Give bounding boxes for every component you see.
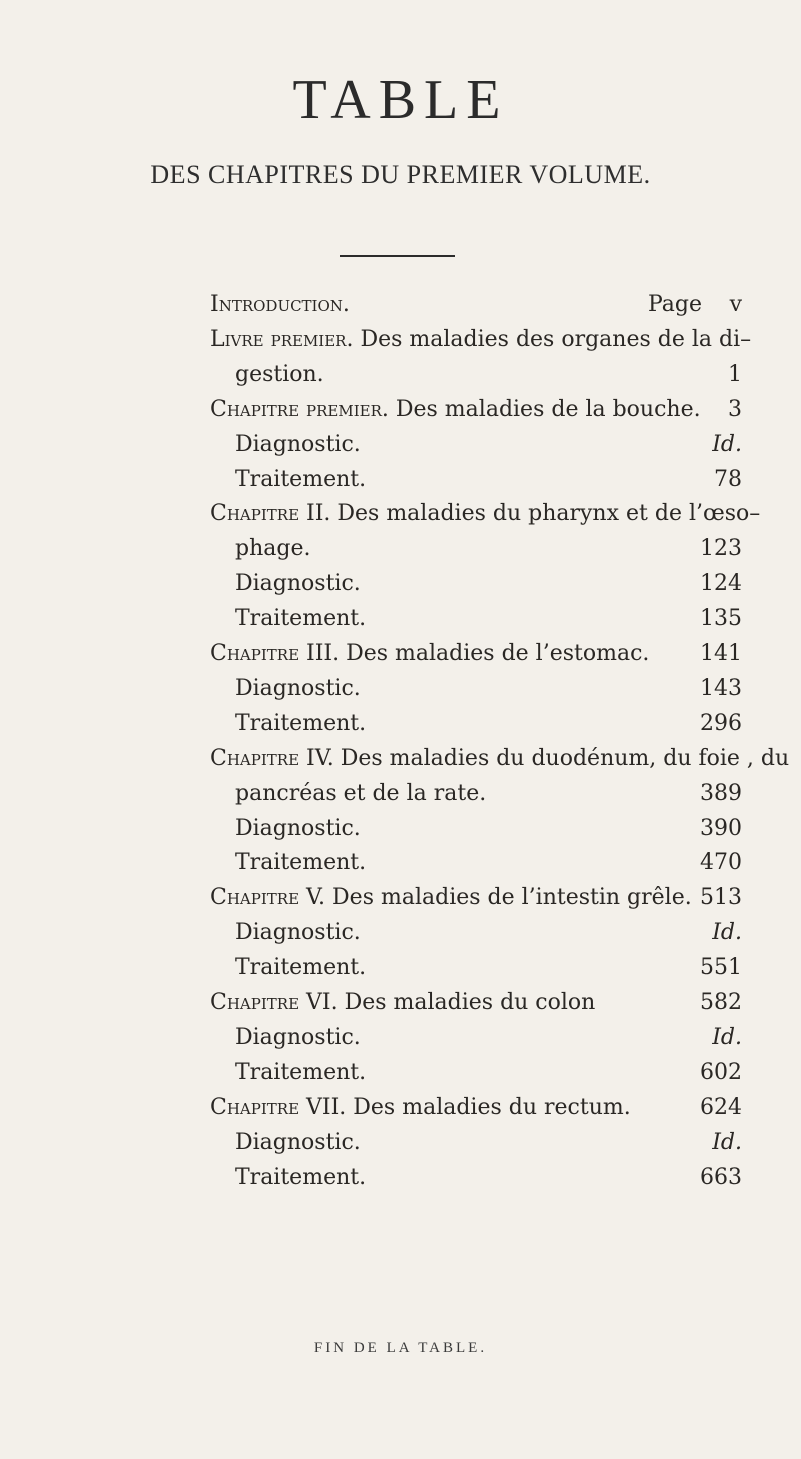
toc-entry-page: 624: [700, 1094, 742, 1120]
toc-entry-heading: Chapitre VI.: [210, 990, 338, 1015]
toc-entry-label: [210, 986, 595, 1020]
toc-entry-label: [210, 393, 701, 427]
toc-entry-text: gestion.: [235, 361, 324, 387]
toc-entry-text: Des maladies du duodénum, du foie , du: [333, 745, 790, 771]
toc-entry-text: Traitement.: [235, 1059, 367, 1085]
toc-entry-page: 663: [700, 1164, 742, 1190]
toc-entry-page: v: [729, 292, 742, 317]
toc-entry: [210, 742, 790, 776]
toc-entry: [235, 1161, 742, 1195]
toc-entry-page: Id.: [712, 1024, 742, 1050]
toc-entry-text: Diagnostic.: [235, 1129, 361, 1155]
toc-entry-page: 390: [700, 815, 742, 841]
page-title: TABLE: [292, 69, 509, 131]
toc-entry: [235, 846, 742, 880]
toc-entry-text: Diagnostic.: [235, 431, 361, 457]
toc-entry: [235, 463, 742, 497]
toc-entry-text: Traitement.: [235, 955, 367, 981]
toc-entry-label: [210, 637, 649, 671]
toc-entry-text: Des maladies du colon: [337, 990, 596, 1015]
toc-entry: [210, 637, 742, 671]
toc-entry-page: 141: [700, 641, 742, 666]
toc-entry: [235, 532, 742, 566]
toc-entry-text: Diagnostic.: [235, 920, 361, 946]
toc-entry-page: 1: [728, 361, 742, 387]
toc-entry-text: Traitement.: [235, 1164, 367, 1190]
toc-entry: [210, 288, 742, 322]
toc-entry-text: Traitement.: [235, 466, 367, 492]
toc-entry-heading: Chapitre premier.: [210, 396, 389, 422]
end-note: FIN DE LA TABLE.: [313, 1340, 488, 1356]
toc-entry-page: Id.: [712, 1129, 742, 1155]
toc-entry: [235, 1021, 742, 1055]
toc-entry-label: [210, 742, 789, 776]
toc-entry-text: Des maladies de l’estomac.: [339, 641, 650, 666]
toc-entry-label: [235, 846, 366, 880]
toc-entry-text: Des maladies de la bouche.: [388, 396, 701, 422]
toc-entry-label: [235, 1021, 361, 1055]
toc-entry: [235, 916, 742, 950]
toc-entry: [235, 777, 742, 811]
toc-entry-text: Traitement.: [235, 710, 367, 736]
toc-entry-label: [235, 1056, 366, 1090]
toc-entry-label: [210, 1091, 631, 1125]
toc-entry-label: [235, 532, 310, 566]
toc-entry: [235, 707, 742, 741]
toc-entry-heading: Chapitre VII.: [210, 1094, 347, 1120]
toc-entry-text: phage.: [235, 536, 311, 562]
toc-entry-text: Diagnostic.: [235, 1024, 361, 1050]
toc-entry-heading: Chapitre II.: [210, 501, 331, 527]
toc-entry-label: [235, 916, 361, 950]
toc-entry-page: 551: [700, 955, 742, 981]
toc-entry-page: 513: [700, 885, 742, 911]
toc-entry-heading: Chapitre IV.: [210, 745, 334, 771]
page-subtitle: DES CHAPITRES DU PREMIER VOLUME.: [150, 160, 651, 189]
toc-entry-text: Des maladies du pharynx et de l’œso–: [330, 501, 761, 527]
toc-entry-label: [235, 1161, 366, 1195]
toc-entry-text: Diagnostic.: [235, 571, 361, 597]
toc-entry: [210, 1091, 742, 1125]
toc-entry: [235, 812, 742, 846]
toc-entry-text: Diagnostic.: [235, 675, 361, 701]
toc-entry-label: [235, 428, 361, 462]
toc-entry-label: [210, 881, 692, 915]
toc-entry-heading: Introduction.: [210, 292, 350, 317]
toc-entry: [210, 497, 761, 531]
toc-entry-label: [235, 567, 361, 601]
title-rule: [340, 255, 455, 257]
toc-entry-label: [235, 777, 486, 811]
toc-entry-label: [235, 602, 366, 636]
toc-entry-label: [235, 1126, 361, 1160]
toc-entry-page: 296: [700, 710, 742, 736]
toc-entry: [235, 951, 742, 985]
toc-entry: [210, 393, 742, 427]
toc-entry-text: pancréas et de la rate.: [235, 780, 487, 806]
toc-entry-heading: Chapitre V.: [210, 885, 326, 911]
toc-entry: [235, 672, 742, 706]
toc-entry-text: Traitement.: [235, 850, 367, 876]
toc-entry-label: [235, 463, 366, 497]
toc-entry: [235, 358, 742, 392]
toc-entry: [210, 881, 742, 915]
toc-entry-label: [210, 323, 751, 357]
toc-entry-page: 602: [700, 1059, 742, 1085]
toc-entry-text: Des maladies des organes de la di–: [353, 326, 752, 352]
toc-entry-label: [210, 497, 760, 531]
toc-entry-label: [235, 672, 361, 706]
toc-entry: [235, 567, 742, 601]
toc-entry-text: Traitement.: [235, 606, 367, 632]
toc-entry-page: 470: [700, 850, 742, 876]
toc-entry-page: 123: [700, 536, 742, 562]
toc-entry-page: 78: [714, 466, 742, 492]
toc-entry: [210, 323, 752, 357]
toc-entry-heading: Livre premier.: [210, 326, 354, 352]
toc-entry-label: [235, 358, 324, 392]
toc-entry: [210, 986, 742, 1020]
toc-entry-page: 135: [700, 606, 742, 632]
toc-entry-heading: Chapitre III.: [210, 641, 340, 666]
toc-entry: [235, 1126, 742, 1160]
toc-entry-page: Id.: [712, 431, 742, 457]
toc-entry-label: [235, 812, 361, 846]
toc-entry-text: Des maladies de l’intestin grêle.: [325, 885, 692, 911]
toc-entry-label: [235, 707, 366, 741]
page-column-header: Page: [647, 292, 702, 317]
toc-entry-page: 143: [700, 675, 742, 701]
toc-entry-page: Id.: [712, 920, 742, 946]
toc-entry-text: Des maladies du rectum.: [346, 1094, 631, 1120]
toc-entry-label: [235, 951, 366, 985]
toc-entry-page: 389: [700, 780, 742, 806]
toc-entry: [235, 428, 742, 462]
toc-entry-text: Diagnostic.: [235, 815, 361, 841]
toc-entry-page: 124: [700, 571, 742, 597]
toc-entry-page: 3: [728, 396, 742, 422]
toc-entry: [235, 1056, 742, 1090]
toc-entry: [235, 602, 742, 636]
toc-entry-page: 582: [700, 990, 742, 1015]
toc-entry-label: [210, 288, 350, 322]
